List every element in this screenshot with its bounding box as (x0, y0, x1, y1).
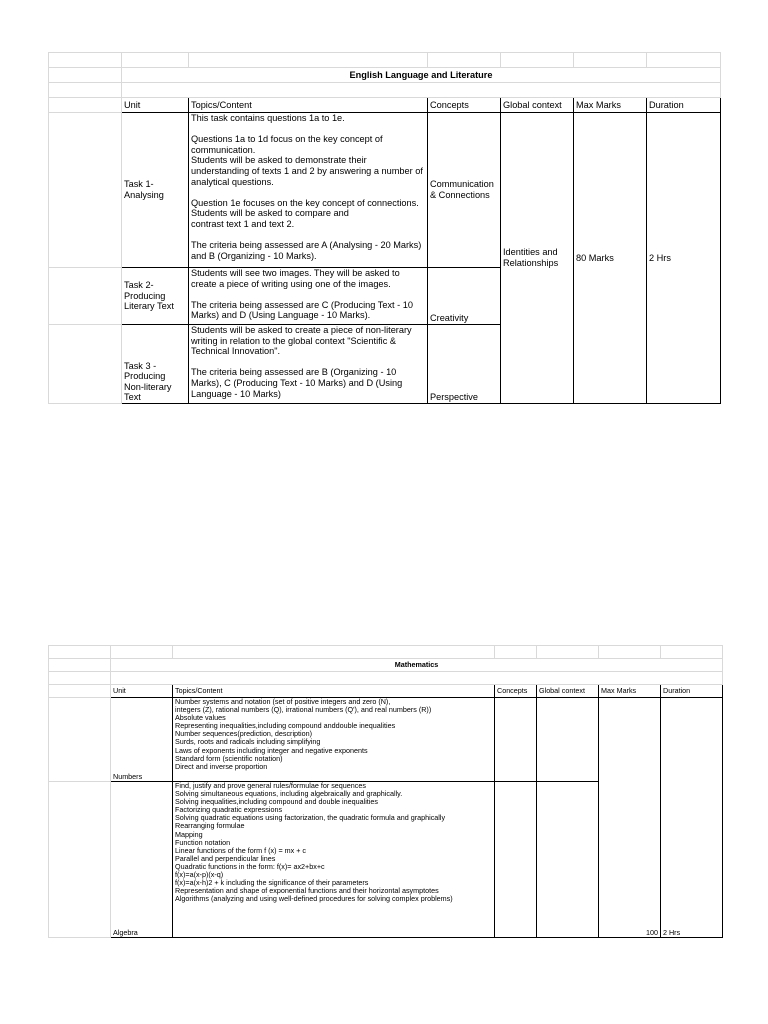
empty-cell (49, 113, 122, 268)
header-unit: Unit (111, 685, 173, 698)
empty-cell (49, 53, 122, 68)
empty-cell (122, 83, 721, 98)
header-concepts: Concepts (428, 98, 501, 113)
empty-cell (49, 672, 111, 685)
header-duration: Duration (647, 98, 721, 113)
unit-numbers: Numbers (111, 698, 173, 782)
concepts-algebra (495, 782, 537, 938)
unit-task-3: Task 3 - Producing Non-literary Text (122, 325, 189, 404)
header-max-marks: Max Marks (599, 685, 661, 698)
max-marks-cell: 80 Marks (574, 113, 647, 404)
empty-cell (599, 646, 661, 659)
empty-cell (537, 646, 599, 659)
header-concepts: Concepts (495, 685, 537, 698)
empty-cell (49, 782, 111, 938)
empty-cell (49, 68, 122, 83)
max-marks-cell: 100 (599, 698, 661, 938)
topics-algebra: Find, justify and prove general rules/formulae for sequences Solving simultaneous equations, including algebraically and graphically. Solving inequalities,including compound and double inequalities Factorizing quadratic expressions Solving quadratic equations using factorization, the quadratic formula and graphically Rearranging formulae Mapping Function notation Linear functions of the form f (x) = mx + c Parallel and perpendicular lines Quadratic functions in the form: f(x)= ax2+bx+c f(x)=a(x-p)(x-q) f(x)=a(x-h)2 + k including the significance of their parameters Representation and shape of exponential functions and their horizontal asymptotes Algorithms (analyzing and using well-defined procedures for solving complex problems) (173, 782, 495, 938)
topics-numbers: Number systems and notation (set of positive integers and zero (N), integers (Z), rational numbers (Q), irrational numbers (Q'), and real numbers (R)) Absolute values Representing inequalities,including compound anddouble inequalities Number sequences(prediction, description) Surds, roots and radicals including simplifying Laws of exponents including integer and negative exponents Standard form (scientific notation) Direct and inverse proportion (173, 698, 495, 782)
topics-task-2: Students will see two images. They will be asked to create a piece of writing using one of the images. The criteria being assessed are C (Producing Text - 10 Marks) and D (Using Language - 10 Marks). (189, 268, 428, 325)
empty-cell (49, 83, 122, 98)
empty-cell (495, 646, 537, 659)
empty-cell (49, 325, 122, 404)
duration-cell: 2 Hrs (661, 698, 723, 938)
empty-cell (428, 53, 501, 68)
empty-cell (111, 646, 173, 659)
header-global-context: Global context (537, 685, 599, 698)
global-context-cell: Identities and Relationships (501, 113, 574, 404)
topics-task-3: Students will be asked to create a piece of non-literary writing in relation to the global context "Scientific & Technical Innovation". The criteria being assessed are B (Organizing - 10 Marks), C (Producing Text - 10 Marks) and D (Using Language - 10 Marks) (189, 325, 428, 404)
english-assessment-table (48, 52, 721, 404)
empty-cell (122, 53, 189, 68)
empty-cell (501, 53, 574, 68)
concepts-task-2: Creativity (428, 268, 501, 325)
global-context-numbers (537, 698, 599, 782)
empty-cell (49, 268, 122, 325)
empty-cell (49, 646, 111, 659)
empty-cell (189, 53, 428, 68)
header-global-context: Global context (501, 98, 574, 113)
empty-cell (111, 672, 723, 685)
duration-cell: 2 Hrs (647, 113, 721, 404)
empty-cell (49, 659, 111, 672)
empty-cell (173, 646, 495, 659)
header-unit: Unit (122, 98, 189, 113)
global-context-algebra (537, 782, 599, 938)
empty-cell (574, 53, 647, 68)
empty-cell (49, 98, 122, 113)
math-table-title: Mathematics (111, 659, 723, 672)
concepts-numbers (495, 698, 537, 782)
header-max-marks: Max Marks (574, 98, 647, 113)
unit-algebra: Algebra (111, 782, 173, 938)
topics-task-1: This task contains questions 1a to 1e. Questions 1a to 1d focus on the key concept of communication. Students will be asked to demonstrate their understanding of texts 1 and 2 by answering a number of analytical questions. Question 1e focuses on the key concept of connections. Students will be asked to compare and contrast text 1 and text 2. The criteria being assessed are A (Analysing - 20 Marks) and B (Organizing - 10 Marks). (189, 113, 428, 268)
header-duration: Duration (661, 685, 723, 698)
header-topics: Topics/Content (189, 98, 428, 113)
empty-cell (661, 646, 723, 659)
empty-cell (49, 685, 111, 698)
unit-task-2: Task 2- Producing Literary Text (122, 268, 189, 325)
unit-task-1: Task 1- Analysing (122, 113, 189, 268)
math-assessment-table (48, 645, 723, 938)
english-table-title: English Language and Literature (122, 68, 721, 83)
concepts-task-1: Communication & Connections (428, 113, 501, 268)
empty-cell (49, 698, 111, 782)
empty-cell (647, 53, 721, 68)
header-topics: Topics/Content (173, 685, 495, 698)
concepts-task-3: Perspective (428, 325, 501, 404)
